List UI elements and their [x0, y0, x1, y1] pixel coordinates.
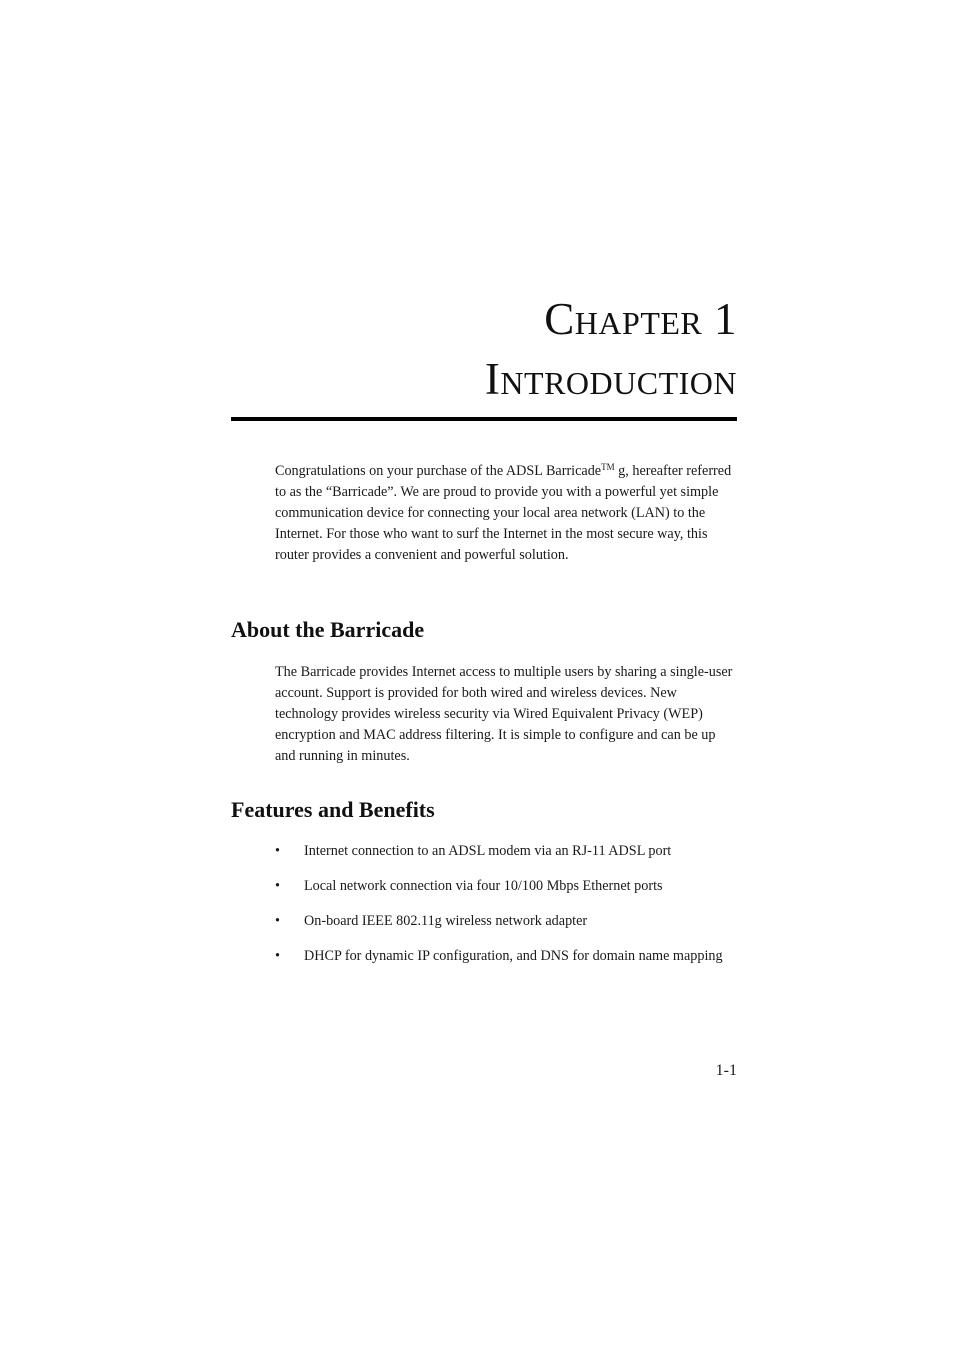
features-heading: Features and Benefits [231, 797, 435, 822]
intro-text-start: Congratulations on your purchase of the ADSL Barricade [275, 463, 602, 479]
list-item [275, 911, 737, 932]
list-item-text: Local network connection via four 10/100 Mbps Ethernet ports [304, 878, 663, 894]
list-item-text: Internet connection to an ADSL modem via an RJ-11 ADSL port [304, 843, 672, 859]
list-item [275, 946, 737, 967]
about-paragraph: The Barricade provides Internet access to multiple users by sharing a single-user account. Support is provided for both wired and wireless devices. New technology provides wireless security via Wired Equivalent Privacy (WEP) encryption and MAC address filtering. It is simple to configure and can be up and running in minutes. [275, 664, 733, 764]
chapter-title [231, 354, 737, 404]
chapter-label-initial: C [544, 294, 575, 344]
about-heading: About the Barricade [231, 617, 425, 642]
list-item [275, 876, 737, 897]
bullet-icon: • [275, 843, 280, 859]
trademark-symbol: TM [601, 462, 615, 472]
chapter-title-rest: ntroduction [500, 354, 737, 404]
page-number: 1-1 [715, 1062, 737, 1079]
chapter-number: 1 [714, 294, 737, 344]
bullet-icon: • [275, 878, 280, 894]
intro-text-end: g, hereafter referred to as the “Barricade”. We are proud to provide you with a powerful yet simple communication device for connecting your local area network (LAN) to the Internet. For those who want to surf the Internet in the most secure way, this router provides a convenient and powerful solution. [275, 463, 732, 563]
intro-paragraph [275, 461, 737, 566]
chapter-label-rest: hapter [574, 294, 703, 344]
chapter-label [231, 294, 737, 344]
bullet-icon: • [275, 913, 280, 929]
bullet-icon: • [275, 948, 280, 964]
list-item [275, 841, 737, 862]
list-item-text: DHCP for dynamic IP configuration, and DNS for domain name mapping [304, 948, 723, 964]
list-item-text: On-board IEEE 802.11g wireless network adapter [304, 913, 588, 929]
chapter-divider [231, 417, 737, 421]
chapter-title-initial: I [484, 354, 501, 404]
features-list [275, 841, 737, 981]
